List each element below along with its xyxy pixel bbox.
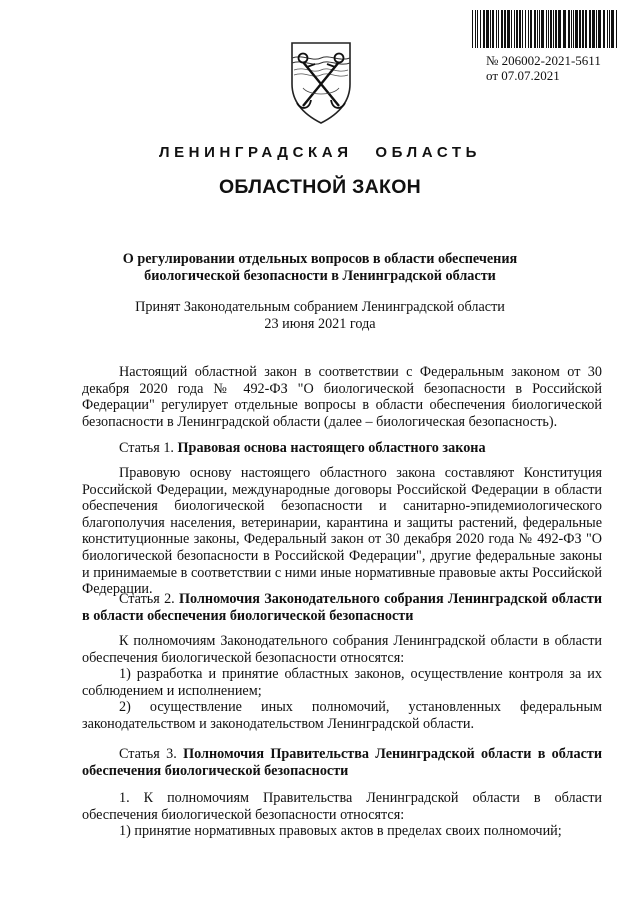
article-3-heading (82, 746, 602, 779)
law-title-line: биологической безопасности в Ленинградской области (144, 268, 496, 284)
registration-stamp (486, 53, 636, 83)
article-paragraph: К полномочиям Законодательного собрания Ленинградской области в области обеспечения биологической безопасности относятся: (82, 633, 602, 666)
article-paragraph: 2) осуществление иных полномочий, установленных федеральным законодательством и законодательством Ленинградской области. (82, 699, 602, 732)
barcode-icon (472, 10, 618, 48)
article-label: Статья 1. (119, 440, 174, 456)
article-paragraph: 1. К полномочиям Правительства Ленинградской области в области обеспечения биологической безопасности относятся: (82, 790, 602, 823)
registration-number: № 206002-2021-5611 (486, 53, 601, 68)
article-label: Статья 3. (119, 746, 177, 762)
article-paragraph: 1) принятие нормативных правовых актов в пределах своих полномочий; (119, 823, 562, 840)
preamble-text: Настоящий областной закон в соответствии с Федеральным законом от 30 декабря 2020 года № 492-ФЗ "О биологической безопасности в Российской Федерации" регулирует отдельные вопросы в области обеспечения биологической безопасности в Ленинградской области (далее – биологическая безопасность). (82, 364, 602, 430)
region-name: ЛЕНИНГРАДСКАЯ ОБЛАСТЬ (158, 144, 482, 161)
preamble (82, 364, 602, 430)
law-title-line: О регулировании отдельных вопросов в области обеспечения (122, 251, 518, 267)
adoption-date: 23 июня 2021 года (264, 316, 376, 332)
coat-of-arms-icon (285, 40, 357, 126)
registration-date: от 07.07.2021 (486, 68, 560, 83)
article-label: Статья 2. (119, 591, 175, 607)
law-title (120, 251, 520, 285)
article-1-body (82, 465, 602, 598)
adoption-note (120, 299, 520, 333)
article-paragraph: Правовую основу настоящего областного закона составляют Конституция Российской Федерации, международные договоры Российской Федерации в области обеспечения биологической безопасности и санитарно-эпидемиологического благополучия населения, ветеринарии, карантина и защиты растений, федеральные конституционные законы, Федеральный закон от 30 декабря 2020 года № 492-ФЗ "О биологической безопасности в Российской Федерации", другие федеральные законы и принимаемые в соответствии с ними иные нормативные правовые акты Российской Федерации. (82, 465, 602, 598)
article-title: Правовая основа настоящего областного закона (177, 440, 486, 456)
article-2-heading (82, 591, 602, 624)
article-3-body (82, 790, 602, 840)
article-title: Полномочия Законодательного собрания Ленинградской области в области обеспечения биологической безопасности (82, 591, 603, 624)
article-paragraph: 1) разработка и принятие областных законов, осуществление контроля за их соблюдением и исполнением; (82, 666, 602, 699)
document-type: ОБЛАСТНОЙ ЗАКОН (218, 176, 422, 198)
article-title: Полномочия Правительства Ленинградской области в области обеспечения биологической безопасности (82, 746, 603, 779)
article-1-heading (82, 440, 602, 457)
adoption-body: Принят Законодательным собранием Ленинградской области (135, 299, 505, 315)
article-2-body (82, 633, 602, 733)
